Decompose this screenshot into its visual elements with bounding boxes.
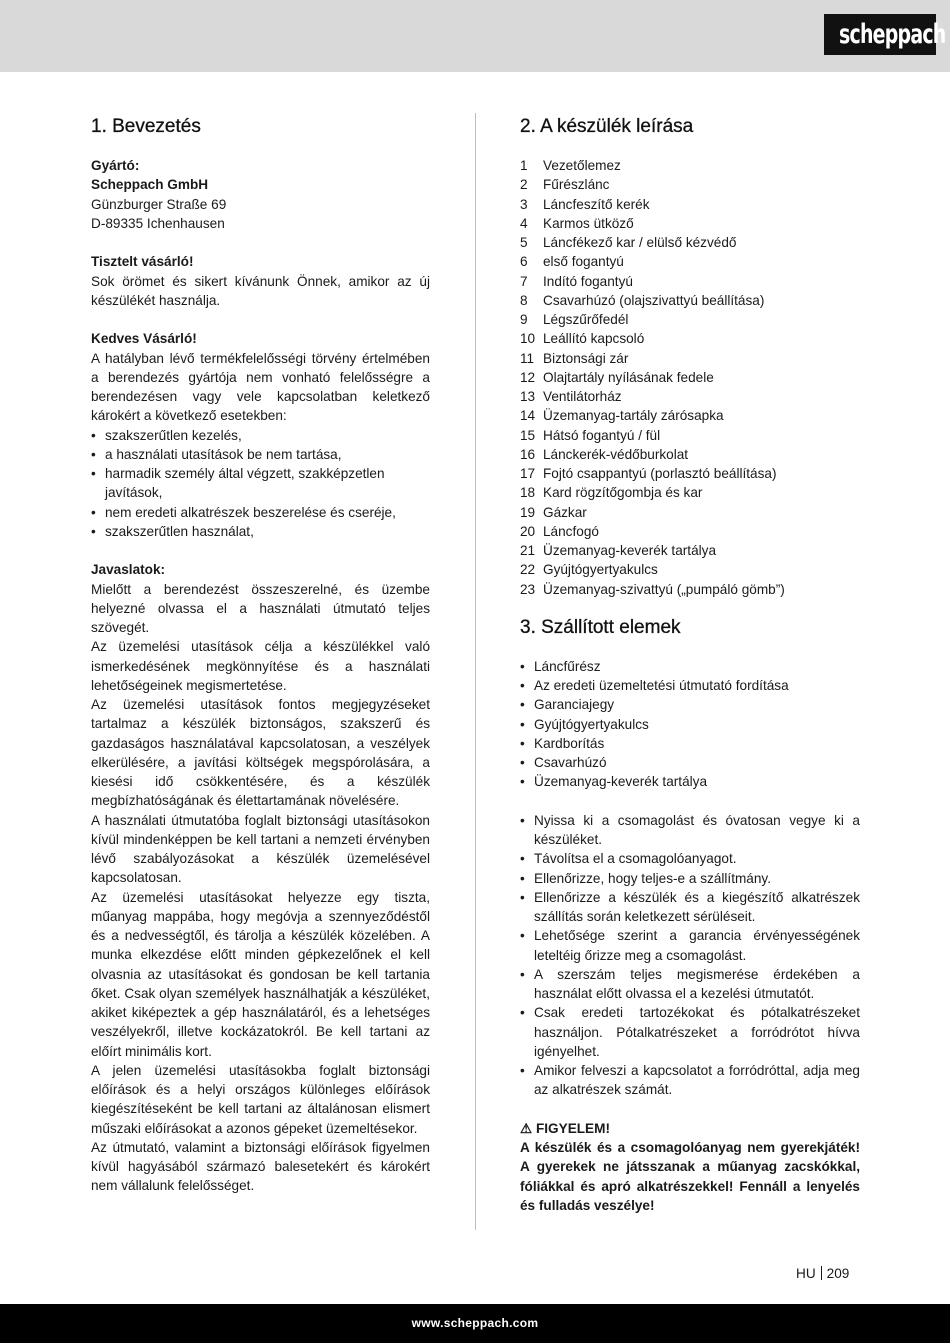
list-item: 2 Fűrészlánc (520, 177, 610, 193)
list-item: 14 Üzemanyag-tartály zárósapka (520, 408, 724, 424)
page-number-value: 209 (826, 1266, 850, 1281)
header-bar (0, 0, 950, 72)
list-item: 4 Karmos ütköző (520, 215, 634, 231)
left-column (91, 113, 430, 1196)
list-item: 23 Üzemanyag-szivattyú („pumpáló gömb”) (520, 581, 785, 597)
list-item: 21 Üzemanyag-keverék tartálya (520, 543, 717, 558)
list-item: 13 Ventilátorház (520, 389, 622, 404)
greeting-title-1: Tisztelt vásárló! (91, 254, 194, 270)
warning-title: FIGYELEM! (535, 1120, 610, 1136)
list-item: 1 Vezetőlemez (520, 158, 621, 173)
list-item: 9 Légszűrőfedél (520, 312, 629, 327)
column-divider (475, 113, 476, 1230)
address-city: D-89335 Ichenhausen (91, 215, 225, 231)
list-item: • Csavarhúzó (520, 753, 860, 772)
manufacturer-label: Gyártó: (91, 158, 140, 173)
warning-heading (520, 1119, 860, 1138)
advice-paragraph: Az üzemelési utasításokat helyezze egy tiszta, műanyag mappába, hogy megóvja a szennyeződéstől és a nedvességtől, és tárolja a készülék közelében. A munka elkezdése előtt minden gépkezelőnek el kell olvasnia az utasításokat és gondosan be kell tartania őket. Csak olyan személyek használhatják a készüléket, akiket kiképeztek a gép használatáról, és a lehetséges veszélyekről, illetve kockázatokról. Be kell tartani az előírt minimális kort. (91, 889, 430, 1059)
page-number (796, 1264, 849, 1284)
manufacturer-name: Scheppach GmbH (91, 177, 209, 193)
page-language: HU (796, 1266, 816, 1281)
list-item: 15 Hátsó fogantyú / fül (520, 427, 661, 443)
list-item: • A szerszám teljes megismerése érdekében a használat előtt olvassa el a kezelési útmutatót. (520, 965, 860, 1004)
list-item: • Gyújtógyertyakulcs (520, 715, 860, 734)
advice-title: Javaslatok: (91, 562, 166, 578)
list-item: • harmadik személy által végzett, szakképzetlen javítások, (91, 464, 430, 503)
advice-paragraph: A jelen üzemelési utasításokba foglalt biztonsági előírások és a helyi országos különleges előírások kiegészítéseként be kell tartani az általánosan elismert műszaki előírásokat a azonos gépeket üzemeltésekor. (91, 1062, 430, 1136)
section-title-device-description: 2. A készülék leírása (520, 116, 694, 137)
greeting-text-1: Sok örömet és sikert kívánunk Önnek, amikor az új készülékét használja. (91, 273, 430, 308)
list-item: • a használati utasítások be nem tartása, (91, 445, 430, 464)
list-item: • Az eredeti üzemeltetési útmutató fordítása (520, 676, 860, 695)
greeting-title-2: Kedves Vásárló! (91, 331, 197, 347)
list-item: 20 Láncfogó (520, 523, 599, 539)
list-item: 17 Fojtó csappantyú (porlasztó beállítása) (520, 466, 777, 481)
list-item: 6 első fogantyú (520, 254, 624, 270)
list-item: 3 Láncfeszítő kerék (520, 196, 650, 212)
list-item: • Kardborítás (520, 734, 860, 753)
list-item: • Lehetősége szerint a garancia érvényességének leteltéig őrizze meg a csomagolást. (520, 926, 860, 965)
advice-paragraph: Az útmutató, valamint a biztonsági előírások figyelmen kívül hagyásából származó balesetekért és károkért nem vállalunk felelősséget. (91, 1139, 430, 1194)
address-street: Günzburger Straße 69 (91, 196, 227, 212)
list-item: 19 Gázkar (520, 504, 587, 520)
list-item: • Távolítsa el a csomagolóanyagot. (520, 849, 860, 868)
list-item: 12 Olajtartály nyílásának fedele (520, 369, 714, 385)
warning-text: A készülék és a csomagolóanyag nem gyerekjáték! A gyerekek ne játsszanak a műanyag zacskókkal, fóliákkal és apró alkatrészekkel! Fennáll a lenyelés és fulladás veszélye! (520, 1140, 860, 1213)
footer-url: www.scheppach.com (411, 1316, 539, 1330)
section-title-introduction: 1. Bevezetés (91, 116, 201, 137)
list-item: 11 Biztonsági zár (520, 350, 629, 366)
brand-logo: scheppach (824, 14, 936, 55)
list-item: 7 Indító fogantyú (520, 273, 633, 289)
list-item: • Garanciajegy (520, 695, 860, 714)
unpacking-instructions-list (520, 811, 860, 1100)
list-item: • szakszerűtlen használat, (91, 522, 430, 541)
parts-list (520, 156, 860, 599)
list-item: 5 Láncfékező kar / elülső kézvédő (520, 235, 737, 250)
list-item: • Nyissa ki a csomagolást és óvatosan vegye ki a készüléket. (520, 811, 860, 850)
list-item: 10 Leállító kapcsoló (520, 331, 645, 347)
list-item: 16 Lánckerék-védőburkolat (520, 446, 689, 462)
list-item: 22 Gyújtógyertyakulcs (520, 562, 658, 578)
list-item: • Csak eredeti tartozékokat és pótalkatrészeket használjon. Pótalkatrészeket a forródrótot hívva igényelhet. (520, 1003, 860, 1061)
list-item: • Ellenőrizze a készülék és a kiegészítő alkatrészek szállítás során keletkezett sérüléseit. (520, 888, 860, 927)
page-number-separator (821, 1266, 822, 1280)
delivery-list (520, 657, 860, 792)
liability-cases-list (91, 426, 430, 542)
section-title-delivery-contents: 3. Szállított elemek (520, 616, 681, 638)
list-item: • Amikor felveszi a kapcsolatot a forródróttal, adja meg az alkatrészek számát. (520, 1061, 860, 1100)
footer-bar (0, 1304, 950, 1343)
list-item: • Láncfűrész (520, 657, 860, 676)
advice-paragraph: Az üzemelési utasítások fontos megjegyzéseket tartalmaz a készülék biztonságos, szakszerű és gazdaságos használatával kapcsolatosan, a veszélyek elkerülésére, a javítási költségek megspórolására, a kiesési idő csökkentésére, és a készülék megbízhatóságának és élettartamának növelésére. (91, 697, 430, 809)
advice-paragraph: Mielőtt a berendezést összeszerelné, és üzembe helyezné olvassa el a használati útmutató teljes szövegét. (91, 581, 430, 635)
warning-icon: ⚠ (520, 1120, 533, 1136)
right-column (520, 113, 860, 1215)
list-item: • Üzemanyag-keverék tartálya (520, 772, 860, 791)
list-item: • Ellenőrizze, hogy teljes-e a szállítmány. (520, 869, 860, 888)
advice-paragraph: Az üzemelési utasítások célja a készülékkel való ismerkedésének megkönnyítése és a használati lehetőségeinek megismertetése. (91, 639, 430, 693)
advice-paragraph: A használati útmutatóba foglalt biztonsági utasításokon kívül mindenképpen be kell tartani a nemzeti érvényben lévő szabályozásokat a készülék üzemelésével kapcsolatosan. (91, 812, 430, 886)
list-item: • szakszerűtlen kezelés, (91, 426, 430, 445)
list-item: • nem eredeti alkatrészek beszerelése és cseréje, (91, 503, 430, 522)
list-item: 8 Csavarhúzó (olajszivattyú beállítása) (520, 292, 765, 308)
liability-text: A hatályban lévő termékfelelősségi törvény értelmében a berendezés gyártója nem vonható felelősségre a berendezésen vagy vele kapcsolatban keletkező károkért a következő esetekben: (91, 350, 430, 424)
list-item: 18 Kard rögzítőgombja és kar (520, 485, 703, 501)
